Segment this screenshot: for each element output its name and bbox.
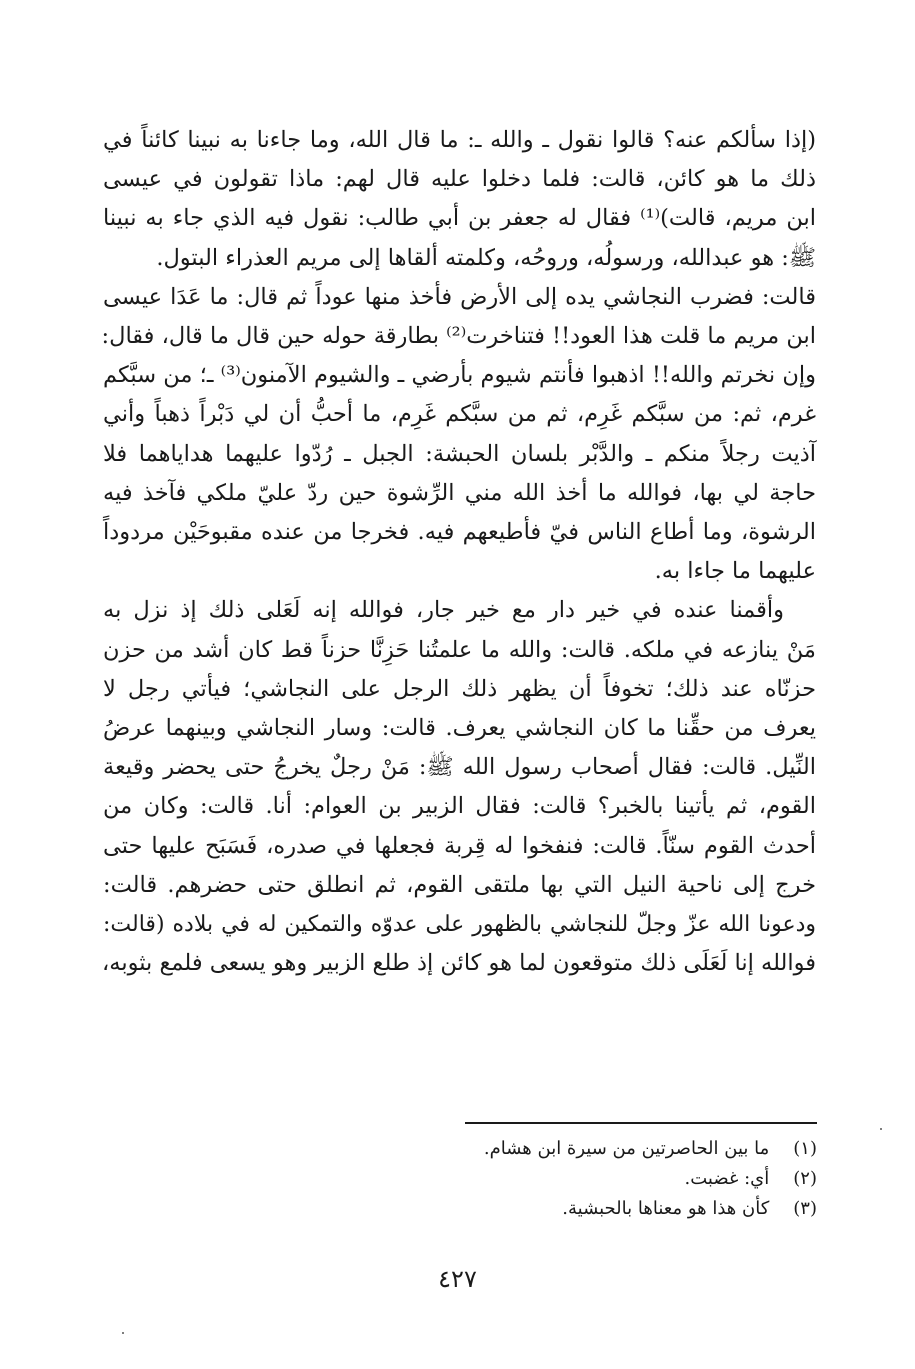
footnotes	[380, 1134, 817, 1224]
text-line: قالت: فضرب النجاشي يده إلى الأرض فأخذ منها عوداً ثم قال: ما عَدَا عيسى	[103, 283, 816, 310]
footnote-number: (١)	[793, 1138, 817, 1159]
text-line: وإن نخرتم والله!! اذهبوا فأنتم شيوم بأرضي ـ والشيوم الآمنون⁽³⁾ ـ؛ من سبَّكم	[103, 362, 816, 389]
paragraph-start-line: وأقمنا عنده في خير دار مع خير جار، فوالله إنه لَعَلى ذلك إذ نزل به	[103, 597, 784, 624]
footnote	[380, 1134, 817, 1164]
text-line: ذلك ما هو كائن، قالت: فلما دخلوا عليه قال لهم: ماذا تقولون في عيسى	[103, 166, 816, 193]
footnote-text: ما بين الحاصرتين من سيرة ابن هشام.	[483, 1138, 770, 1159]
text-line: عليهما ما جاءا به.	[654, 558, 816, 585]
footnote-text: أي: غضبت.	[684, 1168, 770, 1189]
text-line: أحدث القوم سنّاً. قالت: فنفخوا له قِربة فجعلها في صدره، فَسَبَح عليها حتى	[103, 832, 816, 859]
text-line: مَنْ ينازعه في ملكه. قالت: والله ما علمتُنا حَزِنَّا حزناً قط كان أشد من حزن	[103, 636, 816, 663]
text-line: النِّيل. قالت: فقال أصحاب رسول الله ﷺ: مَنْ رجلٌ يخرجُ حتى يحضر وقيعة	[103, 754, 816, 781]
footnote	[380, 1194, 817, 1224]
text-line: حزنّاه عند ذلك؛ تخوفاً أن يظهر ذلك الرجل على النجاشي؛ فيأتي رجل لا	[103, 675, 816, 702]
scan-speck	[122, 1332, 124, 1334]
text-line: القوم، ثم يأتينا بالخبر؟ قالت: فقال الزبير بن العوام: أنا. قالت: وكان من	[103, 793, 816, 820]
footnote-number: (٢)	[793, 1168, 817, 1189]
text-line: الرشوة، وما أطاع الناس فيّ فأطيعهم فيه. فخرجا من عنده مقبوحَيْن مردوداً	[103, 519, 816, 546]
page-number: ٤٢٧	[438, 1265, 477, 1293]
scan-speck	[880, 1128, 882, 1130]
footnote-text: كأن هذا هو معناها بالحبشية.	[562, 1198, 770, 1219]
text-line: ودعونا الله عزّ وجلّ للنجاشي بالظهور على عدوّه والتمكين له في بلاده (قالت:	[103, 912, 816, 938]
text-line: خرج إلى ناحية النيل التي بها ملتقى القوم، ثم انطلق حتى حضرهم. قالت:	[103, 871, 816, 898]
footnote-divider	[465, 1122, 817, 1124]
footnote-number: (٣)	[793, 1198, 817, 1219]
text-line: حاجة لي بها، فوالله ما أخذ الله مني الرِّشوة حين ردّ عليّ ملكي فآخذ فيه	[103, 479, 816, 506]
text-line: آذيت رجلاً منكم ـ والدَّبْر بلسان الحبشة: الجبل ـ رُدّوا عليهما هداياهما فلا	[103, 440, 816, 467]
text-line: غرم، ثم: من سبَّكم غَرِم، ثم من سبَّكم غَرِم، ما أحبُّ أن لي دَبْراً ذهباً وأني	[103, 401, 816, 428]
text-line: يعرف من حقِّنا ما كان النجاشي يعرف. قالت: وسار النجاشي وبينهما عرضُ	[103, 715, 816, 742]
text-line: ابن مريم، قالت)⁽¹⁾ فقال له جعفر بن أبي طالب: نقول فيه الذي جاء به نبينا	[103, 205, 816, 232]
text-line: (إذا سألكم عنه؟ قالوا نقول ـ والله ـ: ما قال الله، وما جاءنا به نبينا كائناً في	[103, 127, 816, 153]
main-text	[103, 121, 816, 983]
text-line: ابن مريم ما قلت هذا العود!! فتناخرت⁽²⁾ بطارقة حوله حين قال ما قال، فقال:	[101, 323, 816, 350]
footnote	[380, 1164, 817, 1194]
text-line: فوالله إنا لَعَلَى ذلك متوقعون لما هو كائن إذ طلع الزبير وهو يسعى فلمع بثوبه،	[102, 950, 816, 977]
text-line: ﷺ: هو عبدالله، ورسولُه، وروحُه، وكلمته ألقاها إلى مريم العذراء البتول.	[156, 244, 816, 271]
